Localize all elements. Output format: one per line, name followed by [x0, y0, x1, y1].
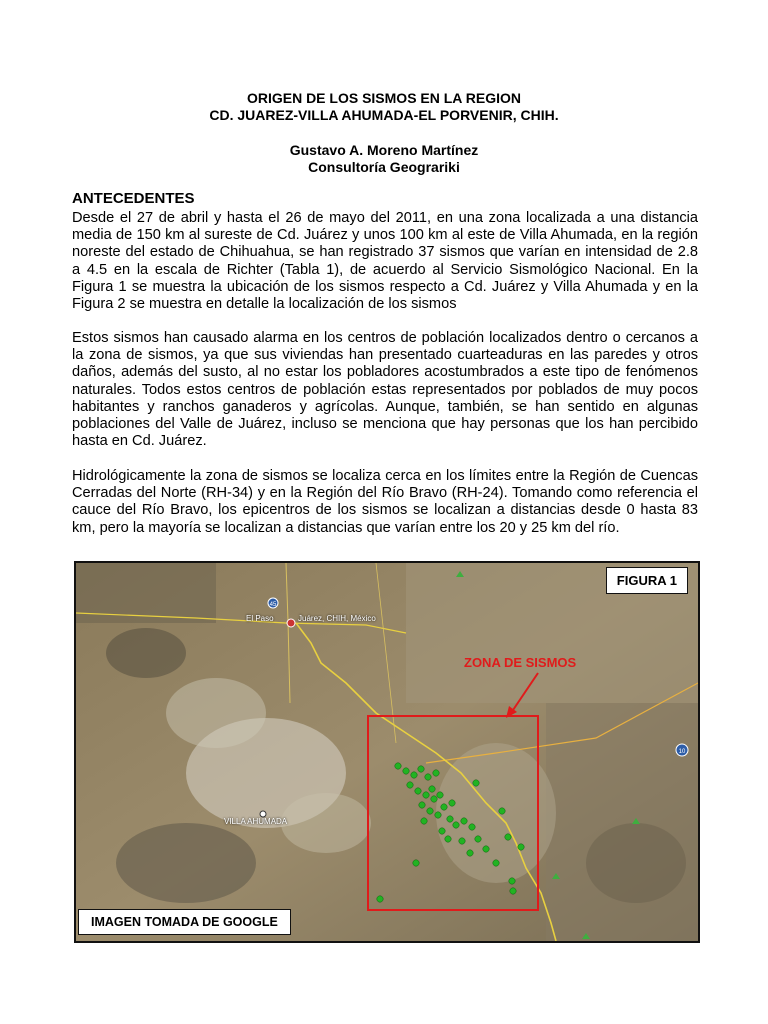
place-label-villa-ahumada: VILLA AHUMADA	[224, 817, 288, 826]
city-marker-icon	[287, 619, 295, 627]
paragraph-2: Estos sismos han causado alarma en los centros de población localizados dentro o cercanos a la zona de sismos, ya que sus viviendas han presentado cuarteaduras en las paredes y otros daños, además del susto, al no estar los pobladores acostumbrados a este tipo de fenómenos naturales. Todos estos centros de población estas representados por poblados de muy pocos habitantes y ranchos ganaderos y agrícolas. Aunque, también, se han sentido en algunas poblaciones del Valle de Juárez, incluso se menciona que hay personas que los han percibido hasta en Cd. Juárez.	[72, 330, 698, 450]
seismic-zone-label: ZONA DE SISMOS	[464, 655, 577, 670]
organization-name: Consultoría Geograriki	[308, 159, 460, 175]
figure-label: FIGURA 1	[606, 567, 688, 594]
section-heading: ANTECEDENTES	[72, 190, 195, 207]
highway-label-west: 45	[269, 602, 277, 608]
paragraph-3: Hidrológicamente la zona de sismos se localiza cerca en los límites entre la Región de Cuencas Cerradas del Norte (RH-34) y en la Región del Río Bravo (RH-24). Tomando como referencia el cauce del Río Bravo, los epicentros de los sismos se localizan a distancias desde 0 hasta 83 km, pero la mayoría se localizan a distancias que varían entre los 20 y 25 km del río.	[72, 468, 698, 536]
document-title-line-2: CD. JUAREZ-VILLA AHUMADA-EL PORVENIR, CHIH.	[209, 107, 559, 123]
highway-label-east: 10	[678, 749, 686, 755]
author-name: Gustavo A. Moreno Martínez	[289, 142, 479, 158]
document-title-line-1: ORIGEN DE LOS SISMOS EN LA REGION	[246, 90, 522, 106]
paragraph-1: Desde el 27 de abril y hasta el 26 de mayo del 2011, en una zona localizada a una distancia media de 150 km al sureste de Cd. Juárez y unos 100 km al este de Villa Ahumada, en la región noreste del estado de Chihuahua, se han registrado 37 sismos que varían en intensidad de 2.8 a 4.5 en la escala de Richter (Tabla 1), de acuerdo al Servicio Sismológico Nacional. En la Figura 1 se muestra la ubicación de los sismos respecto a Cd. Juárez y Villa Ahumada y en la Figura 2 se muestra en detalle la localización de los sismos	[72, 210, 698, 313]
place-label-el-paso: El Paso	[246, 614, 274, 623]
figure-1-satellite-map	[74, 561, 700, 943]
place-label-juarez: Juárez, CHIH, México	[298, 614, 376, 623]
satellite-map-image	[76, 563, 698, 941]
image-source-label: IMAGEN TOMADA DE GOOGLE	[78, 909, 291, 935]
